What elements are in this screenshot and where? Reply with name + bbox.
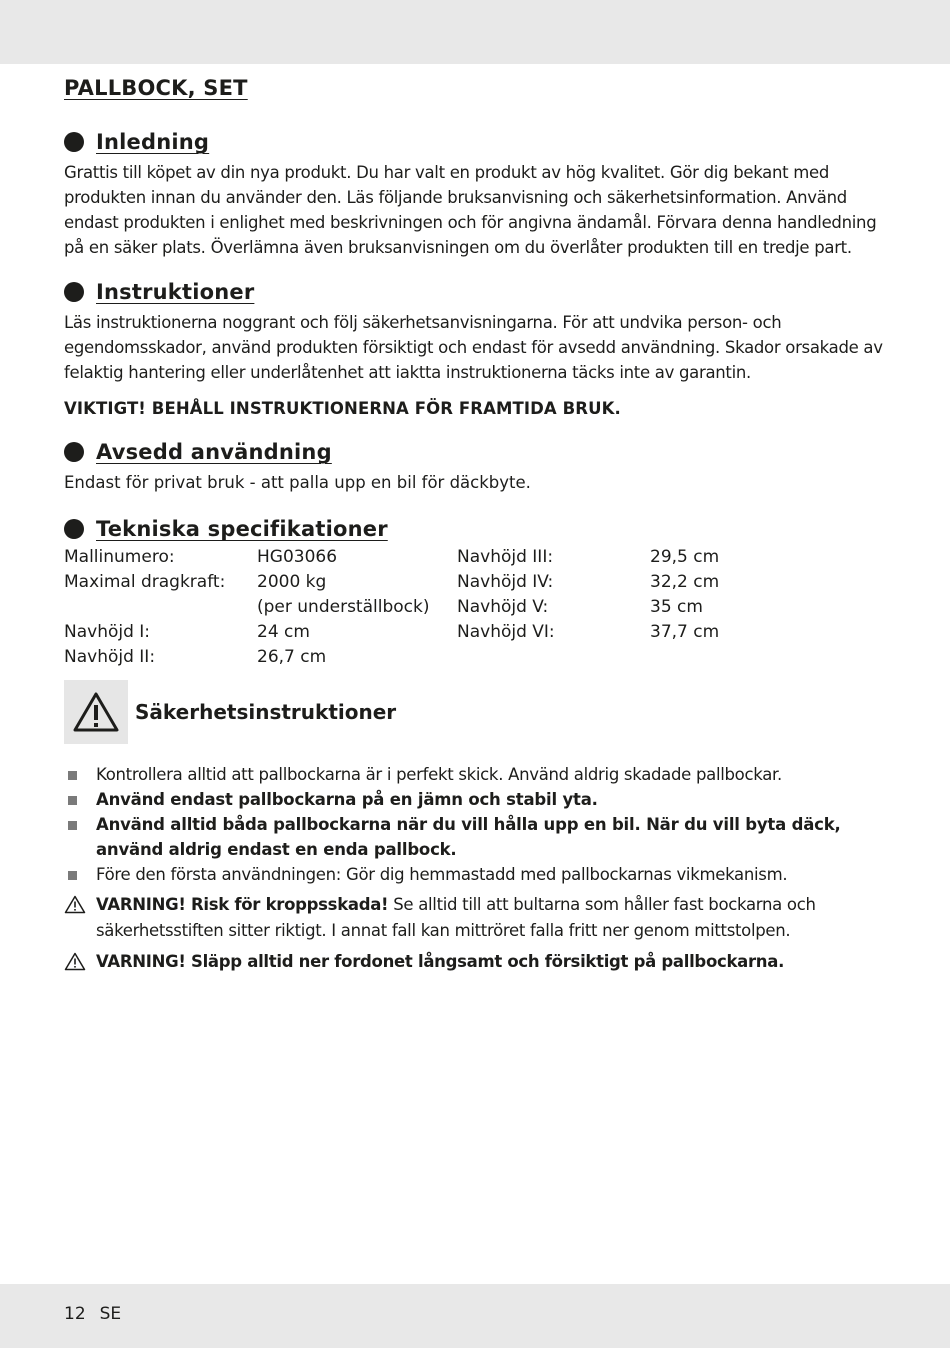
page-number: 12 [64, 1304, 86, 1324]
instructions-heading: Instruktioner [96, 280, 255, 304]
section-heading-specs [64, 517, 894, 541]
spec-label-hub-height-5: Navhöjd V: [457, 597, 549, 617]
bullet-text: Före den första användningen: Gör dig hemmastadd med pallbockarnas vikmekanism. [96, 865, 788, 884]
safety-heading-row [64, 680, 894, 744]
safety-bullet-list [64, 762, 894, 887]
page-content [64, 76, 894, 975]
bottom-band [0, 1284, 950, 1348]
warning-1-text: Se alltid till att bultarna som håller fast bockarna och säkerhetsstiften sitter riktigt. I annat fall kan mittröret falla fritt ner genom mittstolpen. [96, 895, 816, 940]
bullet-dot-icon [64, 519, 84, 539]
spec-value-hub-height-6: 37,7 cm [650, 622, 720, 642]
spec-label-model: Mallinumero: [64, 547, 175, 567]
spec-value-hub-height-5: 35 cm [650, 597, 703, 617]
specs-heading: Tekniska specifikationer [96, 517, 388, 541]
list-item [64, 762, 894, 787]
list-item [64, 812, 894, 862]
intended-use-heading: Avsedd användning [96, 440, 332, 464]
bullet-dot-icon [64, 442, 84, 462]
section-heading-instructions [64, 280, 894, 304]
specs-table [64, 545, 894, 670]
spec-label-hub-height-6: Navhöjd VI: [457, 622, 555, 642]
bullet-text: Använd alltid båda pallbockarna när du vill hålla upp en bil. När du vill byta däck, använd aldrig endast en enda pallbock. [96, 815, 841, 859]
warning-triangle-icon [64, 680, 128, 744]
spec-value-hub-height-1: 24 cm [257, 622, 310, 642]
spec-label-hub-height-3: Navhöjd III: [457, 547, 554, 567]
list-item [64, 862, 894, 887]
important-note: VIKTIGT! BEHÅLL INSTRUKTIONERNA FÖR FRAMTIDA BRUK. [64, 399, 621, 418]
instructions-text: Läs instruktionerna noggrant och följ säkerhetsanvisningarna. För att undvika person- och egendomsskador, använd produkten försiktigt och endast för avsedd användning. Skador orsakade av felaktig hantering eller underlåtenhet att iaktta instruktionerna täcks inte av garantin. [64, 313, 883, 382]
safety-heading: Säkerhetsinstruktioner [135, 700, 397, 724]
spec-label-maxload: Maximal dragkraft: [64, 572, 226, 592]
spec-label-hub-height-4: Navhöjd IV: [457, 572, 554, 592]
bullet-text: Använd endast pallbockarna på en jämn och stabil yta. [96, 790, 598, 809]
warning-triangle-icon [64, 895, 86, 914]
top-band [0, 0, 950, 64]
intro-text: Grattis till köpet av din nya produkt. Du har valt en produkt av hög kvalitet. Gör dig bekant med produkten innan du använder den. Läs följande bruksanvisning och säkerhetsinformation. Använd endast produkten i enlighet med beskrivningen och för angivna ändamål. Förvara denna handledning på en säker plats. Överlämna även bruksanvisningen om du överlåter produkten till en tredje part. [64, 163, 877, 257]
document-title: PALLBOCK, SET [64, 76, 248, 100]
bullet-dot-icon [64, 132, 84, 152]
intro-heading: Inledning [96, 130, 210, 154]
section-heading-intro [64, 130, 894, 154]
bullet-dot-icon [64, 282, 84, 302]
square-bullet-icon [68, 796, 77, 805]
list-item [64, 787, 894, 812]
warning-1-bold: VARNING! Risk för kroppsskada! [96, 895, 389, 914]
spec-note-maxload: (per underställbock) [257, 597, 430, 617]
spec-label-hub-height-1: Navhöjd I: [64, 622, 151, 642]
page-footer [64, 1304, 121, 1324]
square-bullet-icon [68, 871, 77, 880]
language-code: SE [99, 1304, 122, 1324]
intended-use-text: Endast för privat bruk - att palla upp en bil för däckbyte. [64, 473, 531, 492]
spec-value-hub-height-3: 29,5 cm [650, 547, 720, 567]
warning-1 [64, 892, 894, 944]
spec-value-hub-height-2: 26,7 cm [257, 647, 327, 667]
square-bullet-icon [68, 771, 77, 780]
warning-2-bold: VARNING! Släpp alltid ner fordonet långsamt och försiktigt på pallbockarna. [96, 952, 785, 971]
spec-label-hub-height-2: Navhöjd II: [64, 647, 156, 667]
spec-value-hub-height-4: 32,2 cm [650, 572, 720, 592]
warning-triangle-icon [64, 952, 86, 971]
bullet-text: Kontrollera alltid att pallbockarna är i perfekt skick. Använd aldrig skadade pallbockar. [96, 765, 782, 784]
spec-value-maxload: 2000 kg [257, 572, 327, 592]
spec-value-model: HG03066 [257, 547, 338, 567]
section-heading-intended-use [64, 440, 894, 464]
square-bullet-icon [68, 821, 77, 830]
warning-2 [64, 949, 894, 975]
